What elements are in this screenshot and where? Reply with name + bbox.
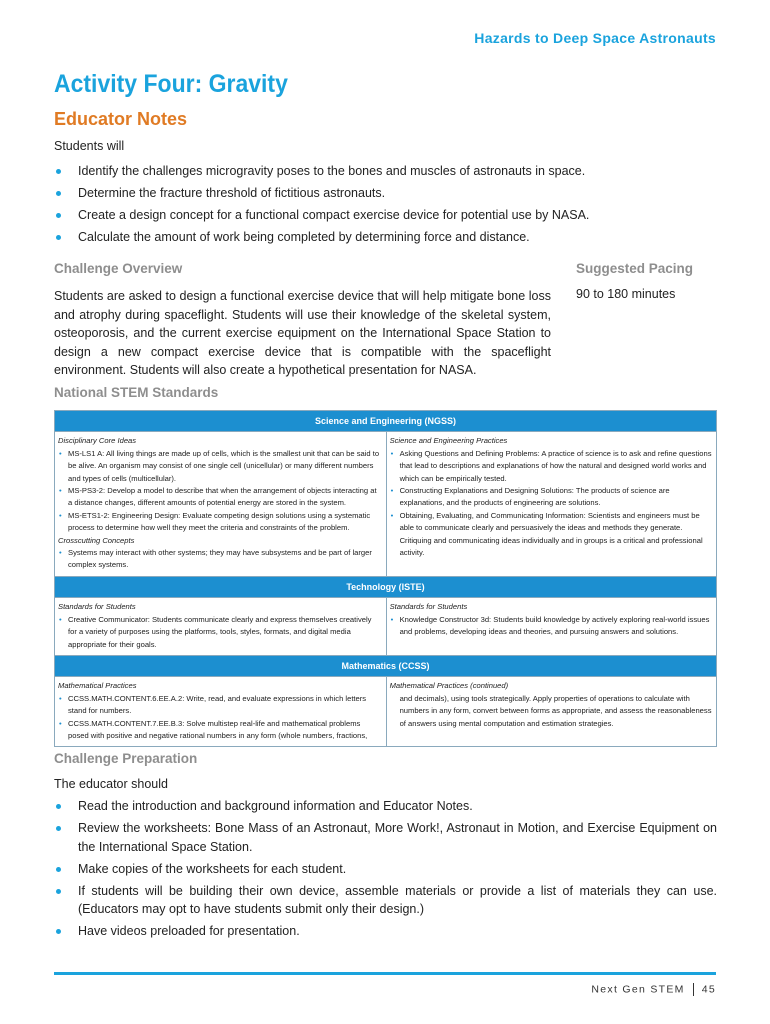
footer-separator <box>693 983 694 996</box>
column-heading: Mathematical Practices (continued) <box>389 681 509 691</box>
standard-item: • Asking Questions and Defining Problems: A practice of science is to ask and refine questions that lead to descriptions and explanations of how the natural and designed world works and which can be empirically tested. <box>390 448 712 485</box>
standard-item: • CCSS.MATH.CONTENT.7.EE.B.3: Solve multistep real-life and mathematical problems posed with positive and negative rational numbers in any form (whole numbers, fractions, <box>58 718 382 743</box>
challenge-overview-text: Students are asked to design a functional exercise device that will help mitigate bone loss and atrophy during spaceflight. Students will use their knowledge of the skeletal system, osteoporosis, and the current exercise equipment on the International Space Station to design a new compact exercise device that is compatible with the spaceflight environment. Students will also create a hypothetical presentation for NASA. <box>54 289 551 377</box>
objectives-list <box>54 160 714 248</box>
ngss-band: Science and Engineering (NGSS) <box>55 411 717 432</box>
column-heading: Crosscutting Concepts <box>58 535 135 545</box>
objective-item: Determine the fracture threshold of fictitious astronauts. <box>54 182 714 204</box>
column-heading: Standards for Students <box>389 602 468 612</box>
pacing-value: 90 to 180 minutes <box>576 287 676 301</box>
objective-item: Identify the challenges microgravity poses to the bones and muscles of astronauts in space. <box>54 160 714 182</box>
standard-item: • Obtaining, Evaluating, and Communicating Information: Scientists and engineers must be able to communicate clearly and persuasively the ideas and methods they generate. Critiquing and communicating ideas individually and in groups is a critical and professional activity. <box>390 510 712 560</box>
standard-item: • Constructing Explanations and Designing Solutions: The products of science are explanations, and the products of engineering are solutions. <box>390 485 712 510</box>
standards-table <box>54 410 717 747</box>
column-heading: Disciplinary Core Ideas <box>58 436 137 446</box>
page-footer <box>591 983 716 996</box>
column-heading: Mathematical Practices <box>58 681 137 691</box>
preparation-item: Have videos preloaded for presentation. <box>54 922 717 941</box>
running-header: Hazards to Deep Space Astronauts <box>474 30 716 46</box>
iste-left-cell <box>55 598 387 656</box>
preparation-intro: The educator should <box>54 777 168 791</box>
ngss-left-cell <box>55 432 387 576</box>
suggested-pacing-heading: Suggested Pacing <box>576 261 694 276</box>
footer-rule <box>54 972 716 975</box>
preparation-item: Review the worksheets: Bone Mass of an Astronaut, More Work!, Astronaut in Motion, and Exercise Equipment on the International Space Station. <box>54 819 717 856</box>
publication-name: Next Gen STEM <box>591 983 685 996</box>
preparation-item: Read the introduction and background information and Educator Notes. <box>54 797 717 816</box>
ccss-band: Mathematics (CCSS) <box>55 655 717 676</box>
column-heading: Science and Engineering Practices <box>389 436 508 446</box>
ccss-left-cell <box>55 677 387 747</box>
preparation-item: Make copies of the worksheets for each student. <box>54 860 717 879</box>
column-heading: Standards for Students <box>58 602 136 612</box>
objective-item: Calculate the amount of work being completed by determining force and distance. <box>54 226 714 248</box>
objective-item: Create a design concept for a functional compact exercise device for potential use by NASA. <box>54 204 714 226</box>
page-number: 45 <box>701 983 716 996</box>
preparation-item: If students will be building their own device, assemble materials or provide a list of materials they can use. (Educators may opt to have students submit only their design.) <box>54 882 717 919</box>
standard-continued-text: and decimals), using tools strategically. Apply properties of operations to calculate with numbers in any form, convert between forms as appropriate, and assess the reasonableness of answers using mental computation and estimation strategies. <box>399 693 712 728</box>
standard-item: • CCSS.MATH.CONTENT.6.EE.A.2: Write, read, and evaluate expressions in which letters stand for numbers. <box>58 693 382 718</box>
challenge-preparation-heading: Challenge Preparation <box>54 751 198 766</box>
stem-standards-heading: National STEM Standards <box>54 385 219 400</box>
standard-item: • MS-LS1 A: All living things are made up of cells, which is the smallest unit that can be said to be alive. An organism may consist of one single cell (unicellular) or many different numbers and types of cells (multicellular). <box>58 448 382 485</box>
standard-item: • Systems may interact with other systems; they may have subsystems and be part of larger complex systems. <box>58 547 382 572</box>
preparation-list <box>54 797 717 944</box>
iste-band: Technology (ISTE) <box>55 576 717 597</box>
iste-right-cell <box>386 598 716 656</box>
ngss-right-cell <box>386 432 716 576</box>
standard-item: • MS-PS3-2: Develop a model to describe that when the arrangement of objects interacting at a distance changes, different amounts of potential energy are stored in the system. <box>58 485 382 510</box>
educator-notes-heading: Educator Notes <box>54 109 188 129</box>
challenge-overview-heading: Challenge Overview <box>54 261 183 276</box>
objectives-intro: Students will <box>54 139 125 153</box>
standard-item: • Knowledge Constructor 3d: Students build knowledge by actively exploring real-world issues and problems, developing ideas and theories, and pursuing answers and solutions. <box>390 614 712 639</box>
activity-title: Activity Four: Gravity <box>54 70 288 98</box>
standard-item: • Creative Communicator: Students communicate clearly and express themselves creatively for a variety of purposes using the platforms, tools, styles, formats, and digital media appropriate for their goals. <box>58 614 382 651</box>
ccss-right-cell <box>386 677 716 747</box>
standard-item: • MS-ETS1-2: Engineering Design: Evaluate competing design solutions using a systematic process to determine how well they meet the criteria and constraints of the problem. <box>58 510 382 535</box>
